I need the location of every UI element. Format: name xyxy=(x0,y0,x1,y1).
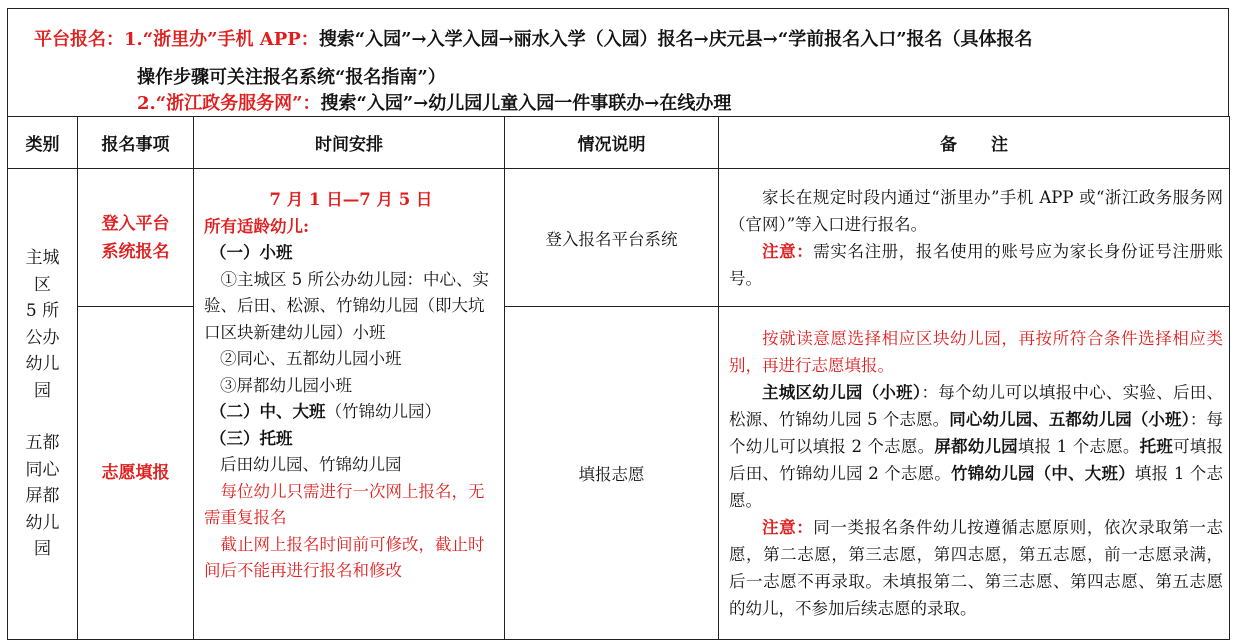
category-line: 公办 xyxy=(25,327,60,348)
zjzwfw-steps: 搜索“入园”→幼儿园儿童入园一件事联办→在线办理 xyxy=(320,93,732,114)
category-line: 五都 xyxy=(25,433,60,454)
item-line: 登入平台 xyxy=(101,213,170,234)
rule-title: 同心幼儿园、五都幼儿园（小班） xyxy=(949,409,1190,429)
section-nursery-class: （三）托班 xyxy=(210,428,293,448)
rule-text: ：每个幼儿可以填报 2 个志愿。 xyxy=(729,409,1223,456)
header-description: 情况说明 xyxy=(505,117,719,169)
note-preference-rules xyxy=(729,379,1223,514)
category-line: 屏都 xyxy=(25,486,60,507)
header-line-3 xyxy=(137,89,731,115)
header-item: 报名事项 xyxy=(78,117,194,169)
rule-title: 托班 xyxy=(1139,436,1174,456)
zlb-app-label: 1.“浙里办”手机 APP： xyxy=(124,29,319,50)
small-class-main-district: ①主城区 5 所公办幼儿园：中心、实验、后田、松源、竹锦幼儿园（即大坑口区块新建幼儿园）小班 xyxy=(204,269,489,342)
rule-text: ：每个幼儿可以填报中心、实验、后田、松源、竹锦幼儿园 5 个志愿。 xyxy=(729,382,1224,429)
category-line: 幼儿 xyxy=(25,354,60,375)
small-class-tongxin-wudu: ②同心、五都幼儿园小班 xyxy=(220,349,402,368)
rule-text: 可填报后田、竹锦幼儿园 2 个志愿。 xyxy=(729,436,1224,483)
rule-title: 主城区幼儿园（小班） xyxy=(762,382,922,402)
section-middle-large-class xyxy=(204,399,498,426)
category-line: 园 xyxy=(34,539,51,560)
item-preference-filling: 志愿填报 xyxy=(78,307,194,640)
note-login-platform xyxy=(719,169,1230,307)
platform-label: 平台报名： xyxy=(34,29,124,50)
registration-dates: 7 月 1 日—7 月 5 日 xyxy=(269,190,433,209)
category-line: 5 所 xyxy=(25,301,60,322)
schedule-cell xyxy=(194,169,505,640)
note-select-kindergarten: 按就读意愿选择相应区块幼儿园，再按所符合条件选择相应类别，再进行志愿填报。 xyxy=(729,328,1223,375)
desc-login-platform: 登入报名平台系统 xyxy=(505,169,719,307)
category-line: 区 xyxy=(34,274,51,295)
header-category: 类别 xyxy=(8,117,78,169)
nursery-class-schools: 后田幼儿园、竹锦幼儿园 xyxy=(220,455,402,474)
middle-large-title: （二）中、大班 xyxy=(210,402,326,421)
table-row xyxy=(8,307,1230,640)
registration-table xyxy=(7,116,1230,640)
category-spacer xyxy=(8,404,77,430)
registration-platform-header xyxy=(7,8,1229,116)
attention-text: 同一类报名条件幼儿按遵循志愿原则，依次录取第一志愿，第二志愿，第三志愿，第四志愿，第五志愿，前一志愿录满，后一志愿不再录取。未填报第二、第三志愿、第四志愿、第五志愿的幼儿，不参加后续志愿的录取。 xyxy=(729,517,1224,618)
eligible-children: 所有适龄幼儿: xyxy=(204,216,310,236)
item-line: 系统报名 xyxy=(101,241,170,262)
rule-text: 填报 1 个志愿。 xyxy=(729,463,1223,510)
desc-preference-filling: 填报志愿 xyxy=(505,307,719,640)
attention-label: 注意： xyxy=(762,241,814,261)
zlb-app-steps: 搜索“入园”→入学入园→丽水入学（入园）报名→庆元县→“学前报名入口”报名（具体报名 xyxy=(318,29,1033,50)
category-line: 同心 xyxy=(25,459,60,480)
item-login-platform xyxy=(78,169,194,307)
small-class-pingdu: ③屏都幼儿园小班 xyxy=(220,375,352,395)
header-remarks: 备 注 xyxy=(719,117,1230,169)
section-small-class: （一）小班 xyxy=(210,243,293,262)
header-line-2: 操作步骤可关注报名系统“报名指南”） xyxy=(137,67,446,88)
zjzwfw-label: 2.“浙江政务服务网”： xyxy=(137,93,321,114)
table-row xyxy=(8,169,1230,307)
category-cell xyxy=(8,169,78,640)
note-login-text: 家长在规定时段内通过“浙里办”手机 APP 或“浙江政务服务网（官网）”等入口进行报名。 xyxy=(729,187,1223,234)
middle-large-school: （竹锦幼儿园） xyxy=(325,402,441,421)
rule-title: 竹锦幼儿园（中、大班） xyxy=(951,463,1135,483)
once-only-notice: 每位幼儿只需进行一次网上报名，无需重复报名 xyxy=(204,481,485,527)
attention-label: 注意： xyxy=(762,517,814,537)
rule-text: 填报 1 个志愿。 xyxy=(1017,436,1140,456)
rule-title: 屏都幼儿园 xyxy=(934,436,1018,456)
modify-deadline-notice: 截止网上报名时间前可修改，截止时间后不能再进行报名和修改 xyxy=(204,534,485,580)
note-login-attention xyxy=(729,238,1223,292)
note-admission-attention xyxy=(729,514,1223,622)
attention-text: 需实名注册，报名使用的账号应为家长身份证号注册账号。 xyxy=(729,241,1224,288)
category-line: 园 xyxy=(34,380,51,401)
category-line: 幼儿 xyxy=(25,512,60,533)
table-header-row xyxy=(8,117,1230,169)
header-line-1 xyxy=(34,25,1033,51)
note-preference-filling xyxy=(719,307,1230,640)
header-schedule: 时间安排 xyxy=(194,117,505,169)
category-line: 主城 xyxy=(25,248,60,269)
